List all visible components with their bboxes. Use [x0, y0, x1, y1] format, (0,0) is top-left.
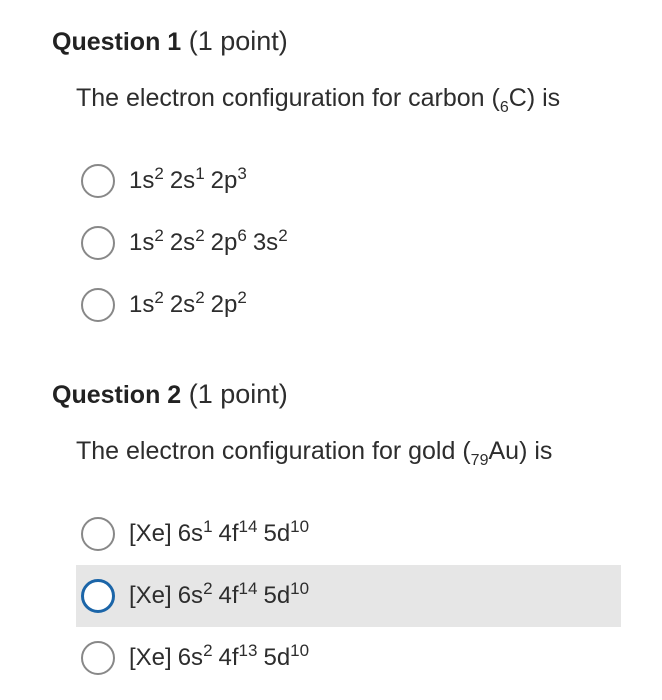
orbital-base: 2s — [169, 229, 196, 256]
orbital-base: 6s — [177, 644, 204, 671]
orbital-base: 4f — [218, 582, 239, 609]
orbital-base: 4f — [218, 520, 239, 547]
orbital-term — [252, 226, 288, 256]
answer-option[interactable] — [76, 503, 621, 565]
answer-option[interactable] — [76, 627, 621, 689]
answer-option[interactable] — [76, 150, 621, 212]
orbital-base: 2s — [169, 167, 196, 194]
orbital-term — [169, 226, 205, 256]
orbital-term — [169, 288, 205, 318]
electron-count: 2 — [278, 226, 288, 245]
option-label — [129, 643, 309, 673]
orbital-base: 5d — [263, 644, 291, 671]
element-symbol: Au — [488, 437, 520, 465]
orbital-term — [263, 641, 310, 671]
electron-count: 2 — [195, 226, 205, 245]
radio-button[interactable] — [81, 517, 115, 551]
electron-count: 1 — [195, 164, 205, 183]
electron-count: 2 — [154, 164, 164, 183]
question-title — [52, 25, 288, 58]
orbital-base: 6s — [177, 582, 204, 609]
electron-count: 2 — [203, 641, 213, 660]
electron-count: 2 — [154, 288, 164, 307]
element-symbol: C — [508, 84, 527, 112]
orbital-base: [Xe] — [129, 520, 172, 547]
orbital-term — [263, 579, 310, 609]
electron-count: 10 — [290, 579, 310, 598]
prompt-text-end: ) is — [526, 84, 561, 112]
prompt-text: The electron configuration for gold ( — [76, 437, 471, 465]
answer-option[interactable] — [76, 565, 621, 627]
orbital-term — [218, 517, 258, 547]
orbital-base: 2p — [210, 229, 238, 256]
prompt-text: The electron configuration for carbon ( — [76, 84, 500, 112]
orbital-base: [Xe] — [129, 582, 172, 609]
electron-count: 2 — [195, 288, 205, 307]
orbital-term — [218, 641, 258, 671]
electron-count: 10 — [290, 641, 310, 660]
orbital-base: 2s — [169, 291, 196, 318]
orbital-term — [177, 641, 213, 671]
electron-count: 6 — [237, 226, 247, 245]
orbital-base: 6s — [177, 520, 204, 547]
answer-option[interactable] — [76, 274, 621, 336]
electron-count: 2 — [154, 226, 164, 245]
answer-options — [76, 503, 621, 689]
radio-button[interactable] — [81, 641, 115, 675]
radio-button[interactable] — [81, 579, 115, 613]
option-label — [129, 519, 309, 549]
orbital-term — [129, 644, 172, 671]
prompt-text-end: ) is — [519, 437, 553, 465]
option-label — [129, 166, 247, 196]
orbital-term — [218, 579, 258, 609]
orbital-term — [210, 288, 247, 318]
electron-count: 3 — [237, 164, 247, 183]
atomic-number: 79 — [470, 452, 489, 469]
orbital-term — [210, 164, 247, 194]
orbital-term — [129, 288, 164, 318]
orbital-base: 2p — [210, 291, 238, 318]
radio-button[interactable] — [81, 164, 115, 198]
question-label: Question 1 — [52, 28, 182, 56]
orbital-term — [169, 164, 205, 194]
electron-count: 2 — [237, 288, 247, 307]
option-label — [129, 581, 309, 611]
orbital-base: 1s — [129, 229, 155, 256]
question-prompt — [76, 435, 552, 467]
answer-options — [76, 150, 621, 336]
orbital-term — [210, 226, 247, 256]
question-title — [52, 378, 288, 411]
electron-count: 14 — [238, 517, 258, 536]
electron-count: 14 — [238, 579, 258, 598]
orbital-base: 3s — [252, 229, 279, 256]
orbital-base: 1s — [129, 167, 155, 194]
electron-count: 1 — [203, 517, 213, 536]
orbital-term — [129, 164, 164, 194]
radio-button[interactable] — [81, 226, 115, 260]
answer-option[interactable] — [76, 212, 621, 274]
electron-count: 2 — [203, 579, 213, 598]
question-points: (1 point) — [188, 379, 288, 409]
orbital-term — [129, 520, 172, 547]
orbital-term — [177, 579, 213, 609]
electron-count: 13 — [238, 641, 258, 660]
question-prompt — [76, 82, 560, 114]
orbital-term — [263, 517, 310, 547]
orbital-base: 2p — [210, 167, 238, 194]
orbital-term — [129, 226, 164, 256]
electron-count: 10 — [290, 517, 310, 536]
orbital-term — [177, 517, 213, 547]
atomic-number: 6 — [499, 99, 509, 116]
option-label — [129, 228, 288, 258]
orbital-base: 4f — [218, 644, 239, 671]
radio-button[interactable] — [81, 288, 115, 322]
orbital-term — [129, 582, 172, 609]
question-label: Question 2 — [52, 381, 182, 409]
orbital-base: 5d — [263, 582, 291, 609]
orbital-base: 5d — [263, 520, 291, 547]
orbital-base: [Xe] — [129, 644, 172, 671]
option-label — [129, 290, 247, 320]
question-points: (1 point) — [188, 26, 288, 56]
orbital-base: 1s — [129, 291, 155, 318]
